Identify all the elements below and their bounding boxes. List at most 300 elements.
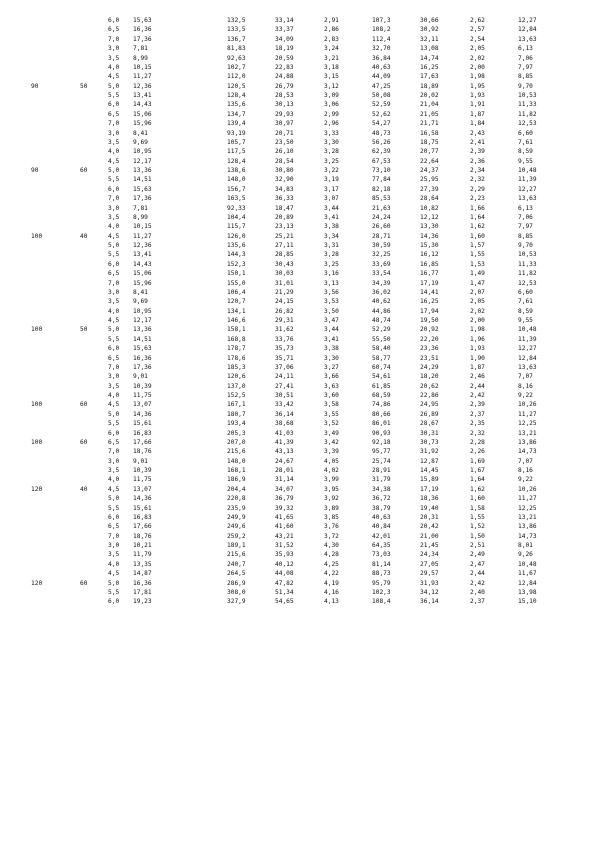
table-cell: 26,79 bbox=[275, 82, 294, 90]
table-cell: 30,43 bbox=[275, 260, 294, 268]
table-cell: 4,5 bbox=[108, 401, 120, 409]
table-cell: 6,0 bbox=[108, 260, 120, 268]
table-cell: 13,30 bbox=[420, 223, 439, 231]
table-cell: 27,11 bbox=[275, 242, 294, 249]
table-cell: 20,42 bbox=[420, 523, 439, 531]
table-cell: 24,24 bbox=[372, 213, 391, 221]
table-cell: 48,73 bbox=[372, 129, 391, 137]
table-cell: 90 bbox=[31, 167, 39, 174]
table-row bbox=[0, 25, 595, 34]
table-cell: 2,57 bbox=[470, 26, 485, 34]
table-cell: 60 bbox=[80, 167, 88, 174]
table-cell: 3,52 bbox=[324, 420, 339, 428]
table-cell: 17,36 bbox=[133, 35, 152, 43]
table-cell: 10,48 bbox=[518, 326, 537, 334]
table-cell: 7,07 bbox=[518, 457, 533, 465]
table-cell: 12,36 bbox=[133, 242, 152, 249]
table-cell: 3,0 bbox=[108, 129, 120, 137]
table-cell: 30,97 bbox=[275, 120, 294, 128]
table-cell: 6,5 bbox=[108, 438, 120, 446]
table-cell: 13,41 bbox=[133, 251, 152, 259]
table-row bbox=[0, 204, 595, 213]
table-cell: 100 bbox=[31, 326, 43, 334]
table-cell: 9,22 bbox=[518, 392, 533, 399]
table-cell: 16,58 bbox=[420, 129, 439, 137]
table-row bbox=[0, 91, 595, 100]
table-cell: 3,99 bbox=[324, 476, 339, 484]
table-cell: 2,05 bbox=[470, 298, 485, 306]
table-row bbox=[0, 16, 595, 25]
table-cell: 1,67 bbox=[470, 467, 485, 474]
table-cell: 2,02 bbox=[470, 307, 485, 315]
table-cell: 102,3 bbox=[372, 588, 391, 596]
table-row bbox=[0, 269, 595, 278]
table-cell: 7,61 bbox=[518, 298, 533, 306]
table-cell: 16,12 bbox=[420, 251, 439, 259]
table-cell: 3,66 bbox=[324, 373, 339, 381]
table-row bbox=[0, 485, 595, 494]
table-cell: 24,67 bbox=[275, 457, 294, 465]
table-row bbox=[0, 569, 595, 578]
table-cell: 5,0 bbox=[108, 410, 120, 418]
table-cell: 24,95 bbox=[420, 401, 439, 409]
table-cell: 12,27 bbox=[518, 17, 537, 24]
table-cell: 8,41 bbox=[133, 288, 148, 296]
table-cell: 4,0 bbox=[108, 307, 120, 315]
table-cell: 14,74 bbox=[420, 54, 439, 62]
table-cell: 2,99 bbox=[324, 110, 339, 118]
table-cell: 120 bbox=[31, 579, 43, 587]
table-cell: 21,29 bbox=[275, 288, 294, 296]
table-cell: 3,92 bbox=[324, 495, 339, 503]
table-row bbox=[0, 307, 595, 316]
table-cell: 6,0 bbox=[108, 513, 120, 521]
table-cell: 17,36 bbox=[133, 195, 152, 203]
table-cell: 36,33 bbox=[275, 195, 294, 203]
table-cell: 3,25 bbox=[324, 260, 339, 268]
table-cell: 16,25 bbox=[420, 298, 439, 306]
table-cell: 2,41 bbox=[470, 138, 485, 146]
table-cell: 2,23 bbox=[470, 195, 485, 203]
table-cell: 3,22 bbox=[324, 167, 339, 174]
table-row bbox=[0, 532, 595, 541]
table-cell: 30,59 bbox=[372, 242, 391, 249]
table-cell: 11,33 bbox=[518, 260, 537, 268]
table-cell: 1,84 bbox=[470, 120, 485, 128]
table-cell: 235,9 bbox=[227, 504, 246, 512]
table-cell: 16,85 bbox=[420, 260, 439, 268]
table-cell: 1,87 bbox=[470, 363, 485, 371]
table-cell: 2,00 bbox=[470, 317, 485, 324]
table-cell: 36,72 bbox=[372, 495, 391, 503]
table-cell: 5,5 bbox=[108, 176, 120, 184]
table-cell: 10,48 bbox=[518, 167, 537, 174]
table-cell: 6,0 bbox=[108, 101, 120, 109]
table-cell: 22,86 bbox=[420, 392, 439, 399]
table-cell: 8,59 bbox=[518, 307, 533, 315]
table-cell: 5,0 bbox=[108, 167, 120, 174]
table-cell: 8,99 bbox=[133, 54, 148, 62]
table-cell: 20,31 bbox=[420, 513, 439, 521]
table-row bbox=[0, 185, 595, 194]
table-cell: 20,62 bbox=[420, 382, 439, 390]
table-cell: 3,55 bbox=[324, 410, 339, 418]
table-cell: 5,0 bbox=[108, 82, 120, 90]
table-row bbox=[0, 166, 595, 175]
table-cell: 2,49 bbox=[470, 551, 485, 559]
table-cell: 10,21 bbox=[133, 542, 152, 549]
table-cell: 32,25 bbox=[372, 251, 391, 259]
table-cell: 9,55 bbox=[518, 317, 533, 324]
table-cell: 137,0 bbox=[227, 382, 246, 390]
table-cell: 4,19 bbox=[324, 579, 339, 587]
table-cell: 1,64 bbox=[470, 213, 485, 221]
table-cell: 1,60 bbox=[470, 495, 485, 503]
table-cell: 152,3 bbox=[227, 260, 246, 268]
table-cell: 52,62 bbox=[372, 110, 391, 118]
table-cell: 36,02 bbox=[372, 288, 391, 296]
table-cell: 33,69 bbox=[372, 260, 391, 268]
table-row bbox=[0, 260, 595, 269]
table-cell: 15,10 bbox=[518, 598, 537, 606]
table-cell: 33,37 bbox=[275, 26, 294, 34]
table-row bbox=[0, 419, 595, 428]
table-cell: 27,41 bbox=[275, 382, 294, 390]
table-cell: 10,26 bbox=[518, 485, 537, 493]
table-cell: 2,42 bbox=[470, 392, 485, 399]
table-cell: 3,21 bbox=[324, 54, 339, 62]
table-cell: 108,2 bbox=[372, 26, 391, 34]
table-cell: 7,0 bbox=[108, 448, 120, 456]
table-cell: 31,01 bbox=[275, 279, 294, 287]
table-cell: 14,36 bbox=[133, 495, 152, 503]
table-cell: 18,75 bbox=[420, 138, 439, 146]
table-cell: 3,44 bbox=[324, 204, 339, 212]
table-cell: 11,67 bbox=[518, 570, 537, 578]
table-row bbox=[0, 279, 595, 288]
table-cell: 5,0 bbox=[108, 579, 120, 587]
table-cell: 286,9 bbox=[227, 579, 246, 587]
table-cell: 50 bbox=[80, 82, 88, 90]
table-cell: 1,90 bbox=[470, 354, 485, 362]
table-row bbox=[0, 250, 595, 259]
table-cell: 1,47 bbox=[470, 279, 485, 287]
table-cell: 14,51 bbox=[133, 176, 152, 184]
table-cell: 14,51 bbox=[133, 335, 152, 343]
table-cell: 44,09 bbox=[372, 73, 391, 81]
table-cell: 24,34 bbox=[420, 551, 439, 559]
table-cell: 40,62 bbox=[372, 298, 391, 306]
table-cell: 6,0 bbox=[108, 185, 120, 193]
table-cell: 35,93 bbox=[275, 551, 294, 559]
table-cell: 3,63 bbox=[324, 382, 339, 390]
table-cell: 205,3 bbox=[227, 429, 246, 437]
table-cell: 28,64 bbox=[420, 195, 439, 203]
table-cell: 31,92 bbox=[420, 448, 439, 456]
table-cell: 9,55 bbox=[518, 157, 533, 165]
table-cell: 259,2 bbox=[227, 532, 246, 540]
table-cell: 34,83 bbox=[275, 185, 294, 193]
table-cell: 60 bbox=[80, 401, 88, 409]
table-cell: 6,5 bbox=[108, 110, 120, 118]
table-cell: 5,5 bbox=[108, 588, 120, 596]
table-cell: 4,0 bbox=[108, 223, 120, 231]
table-cell: 31,14 bbox=[275, 476, 294, 484]
table-cell: 3,85 bbox=[324, 513, 339, 521]
table-cell: 52,59 bbox=[372, 101, 391, 109]
table-cell: 7,06 bbox=[518, 213, 533, 221]
table-cell: 2,47 bbox=[470, 560, 485, 568]
table-cell: 156,7 bbox=[227, 185, 246, 193]
table-cell: 25,21 bbox=[275, 232, 294, 240]
table-cell: 168,1 bbox=[227, 467, 246, 474]
table-cell: 31,93 bbox=[420, 579, 439, 587]
table-cell: 24,88 bbox=[275, 73, 294, 81]
table-cell: 42,01 bbox=[372, 532, 391, 540]
table-cell: 62,39 bbox=[372, 148, 391, 156]
table-cell: 88,73 bbox=[372, 570, 391, 578]
table-cell: 33,76 bbox=[275, 335, 294, 343]
table-cell: 1,87 bbox=[470, 110, 485, 118]
table-row bbox=[0, 438, 595, 447]
table-cell: 14,87 bbox=[133, 570, 152, 578]
table-cell: 47,25 bbox=[372, 82, 391, 90]
table-cell: 13,07 bbox=[133, 401, 152, 409]
table-cell: 17,63 bbox=[420, 73, 439, 81]
table-cell: 36,14 bbox=[275, 410, 294, 418]
table-cell: 215,6 bbox=[227, 448, 246, 456]
table-cell: 12,27 bbox=[518, 185, 537, 193]
table-cell: 3,47 bbox=[324, 317, 339, 324]
table-row bbox=[0, 175, 595, 184]
table-cell: 13,63 bbox=[518, 363, 537, 371]
table-row bbox=[0, 72, 595, 81]
table-cell: 10,39 bbox=[133, 467, 152, 474]
table-cell: 8,59 bbox=[518, 148, 533, 156]
table-cell: 3,0 bbox=[108, 542, 120, 549]
table-cell: 17,94 bbox=[420, 307, 439, 315]
table-cell: 11,75 bbox=[133, 476, 152, 484]
table-cell: 28,53 bbox=[275, 92, 294, 99]
table-cell: 1,69 bbox=[470, 457, 485, 465]
table-cell: 4,0 bbox=[108, 148, 120, 156]
table-cell: 5,5 bbox=[108, 92, 120, 99]
table-cell: 3,13 bbox=[324, 279, 339, 287]
table-cell: 207,0 bbox=[227, 438, 246, 446]
table-cell: 3,41 bbox=[324, 213, 339, 221]
table-cell: 41,39 bbox=[275, 438, 294, 446]
table-cell: 3,0 bbox=[108, 204, 120, 212]
table-cell: 12,17 bbox=[133, 157, 152, 165]
table-cell: 81,14 bbox=[372, 560, 391, 568]
table-cell: 13,41 bbox=[133, 92, 152, 99]
table-cell: 3,31 bbox=[324, 242, 339, 249]
table-cell: 28,67 bbox=[420, 420, 439, 428]
table-cell: 10,53 bbox=[518, 251, 537, 259]
table-cell: 40,63 bbox=[372, 63, 391, 71]
table-cell: 15,61 bbox=[133, 420, 152, 428]
table-cell: 7,06 bbox=[518, 54, 533, 62]
table-cell: 32,70 bbox=[372, 45, 391, 53]
table-cell: 1,53 bbox=[470, 260, 485, 268]
table-cell: 39,32 bbox=[275, 504, 294, 512]
table-cell: 7,0 bbox=[108, 120, 120, 128]
table-cell: 117,5 bbox=[227, 148, 246, 156]
table-row bbox=[0, 579, 595, 588]
table-cell: 112,0 bbox=[227, 73, 246, 81]
table-row bbox=[0, 513, 595, 522]
table-cell: 92,63 bbox=[227, 54, 246, 62]
table-cell: 136,7 bbox=[227, 35, 246, 43]
table-cell: 22,83 bbox=[275, 63, 294, 71]
table-cell: 2,29 bbox=[470, 185, 485, 193]
table-cell: 8,85 bbox=[518, 73, 533, 81]
table-cell: 1,52 bbox=[470, 523, 485, 531]
table-cell: 51,34 bbox=[275, 588, 294, 596]
table-row bbox=[0, 363, 595, 372]
table-cell: 8,85 bbox=[518, 232, 533, 240]
table-cell: 28,91 bbox=[372, 467, 391, 474]
table-cell: 4,30 bbox=[324, 542, 339, 549]
table-cell: 27,39 bbox=[420, 185, 439, 193]
table-cell: 3,18 bbox=[324, 63, 339, 71]
table-row bbox=[0, 241, 595, 250]
table-cell: 6,60 bbox=[518, 288, 533, 296]
table-row bbox=[0, 110, 595, 119]
table-cell: 13,08 bbox=[420, 45, 439, 53]
table-cell: 7,61 bbox=[518, 138, 533, 146]
table-cell: 100 bbox=[31, 232, 43, 240]
table-cell: 8,16 bbox=[518, 467, 533, 474]
table-cell: 3,5 bbox=[108, 551, 120, 559]
table-cell: 3,0 bbox=[108, 373, 120, 381]
table-cell: 11,27 bbox=[133, 73, 152, 81]
table-cell: 11,82 bbox=[518, 110, 537, 118]
table-cell: 3,15 bbox=[324, 73, 339, 81]
table-cell: 4,02 bbox=[324, 467, 339, 474]
table-cell: 3,28 bbox=[324, 251, 339, 259]
table-cell: 150,1 bbox=[227, 270, 246, 278]
table-cell: 85,53 bbox=[372, 195, 391, 203]
table-cell: 95,77 bbox=[372, 448, 391, 456]
table-cell: 240,7 bbox=[227, 560, 246, 568]
table-cell: 9,69 bbox=[133, 138, 148, 146]
table-cell: 4,5 bbox=[108, 485, 120, 493]
table-cell: 15,89 bbox=[420, 476, 439, 484]
table-cell: 2,40 bbox=[470, 588, 485, 596]
table-cell: 32,11 bbox=[420, 35, 439, 43]
table-cell: 2,96 bbox=[324, 120, 339, 128]
table-cell: 41,60 bbox=[275, 523, 294, 531]
table-cell: 146,6 bbox=[227, 317, 246, 324]
table-cell: 18,47 bbox=[275, 204, 294, 212]
table-cell: 2,39 bbox=[470, 148, 485, 156]
table-cell: 327,9 bbox=[227, 598, 246, 606]
table-cell: 15,63 bbox=[133, 185, 152, 193]
table-cell: 4,0 bbox=[108, 63, 120, 71]
table-cell: 19,50 bbox=[420, 317, 439, 324]
table-cell: 3,76 bbox=[324, 523, 339, 531]
table-cell: 5,5 bbox=[108, 335, 120, 343]
table-cell: 8,41 bbox=[133, 129, 148, 137]
table-cell: 43,21 bbox=[275, 532, 294, 540]
table-cell: 9,01 bbox=[133, 373, 148, 381]
table-cell: 2,07 bbox=[470, 288, 485, 296]
table-cell: 17,19 bbox=[420, 279, 439, 287]
table-cell: 14,73 bbox=[518, 532, 537, 540]
table-cell: 2,37 bbox=[470, 410, 485, 418]
table-cell: 13,63 bbox=[518, 35, 537, 43]
table-cell: 2,36 bbox=[470, 157, 485, 165]
table-cell: 14,43 bbox=[133, 260, 152, 268]
table-cell: 10,15 bbox=[133, 63, 152, 71]
table-cell: 3,0 bbox=[108, 45, 120, 53]
table-cell: 10,95 bbox=[133, 148, 152, 156]
table-cell: 3,53 bbox=[324, 298, 339, 306]
table-cell: 33,42 bbox=[275, 401, 294, 409]
table-cell: 1,55 bbox=[470, 251, 485, 259]
table-cell: 7,97 bbox=[518, 63, 533, 71]
table-cell: 1,62 bbox=[470, 223, 485, 231]
table-cell: 68,59 bbox=[372, 392, 391, 399]
table-cell: 3,5 bbox=[108, 298, 120, 306]
table-cell: 3,07 bbox=[324, 195, 339, 203]
table-cell: 133,5 bbox=[227, 26, 246, 34]
table-cell: 35,73 bbox=[275, 345, 294, 353]
table-cell: 67,53 bbox=[372, 157, 391, 165]
table-cell: 34,09 bbox=[275, 35, 294, 43]
table-cell: 74,86 bbox=[372, 401, 391, 409]
table-cell: 15,96 bbox=[133, 120, 152, 128]
table-row bbox=[0, 232, 595, 241]
table-row bbox=[0, 297, 595, 306]
table-cell: 7,0 bbox=[108, 279, 120, 287]
table-cell: 17,19 bbox=[420, 485, 439, 493]
table-cell: 189,1 bbox=[227, 542, 246, 549]
table-cell: 2,32 bbox=[470, 176, 485, 184]
table-cell: 3,30 bbox=[324, 138, 339, 146]
table-cell: 167,1 bbox=[227, 401, 246, 409]
table-cell: 2,46 bbox=[470, 373, 485, 381]
table-cell: 28,85 bbox=[275, 251, 294, 259]
table-cell: 1,57 bbox=[470, 242, 485, 249]
table-cell: 6,13 bbox=[518, 204, 533, 212]
table-cell: 4,22 bbox=[324, 570, 339, 578]
table-cell: 6,0 bbox=[108, 598, 120, 606]
table-cell: 1,96 bbox=[470, 335, 485, 343]
table-row bbox=[0, 335, 595, 344]
table-cell: 33,54 bbox=[372, 270, 391, 278]
table-cell: 102,7 bbox=[227, 63, 246, 71]
table-cell: 185,3 bbox=[227, 363, 246, 371]
table-row bbox=[0, 597, 595, 606]
table-cell: 20,02 bbox=[420, 92, 439, 99]
table-cell: 19,23 bbox=[133, 598, 152, 606]
table-cell: 2,32 bbox=[470, 429, 485, 437]
table-cell: 215,6 bbox=[227, 551, 246, 559]
table-cell: 12,36 bbox=[133, 82, 152, 90]
table-cell: 40 bbox=[80, 232, 88, 240]
table-cell: 1,95 bbox=[470, 82, 485, 90]
table-cell: 144,3 bbox=[227, 251, 246, 259]
table-cell: 2,44 bbox=[470, 382, 485, 390]
table-cell: 9,69 bbox=[133, 298, 148, 306]
table-cell: 95,79 bbox=[372, 579, 391, 587]
table-cell: 28,71 bbox=[372, 232, 391, 240]
table-cell: 92,33 bbox=[227, 204, 246, 212]
table-cell: 17,81 bbox=[133, 588, 152, 596]
table-cell: 26,82 bbox=[275, 307, 294, 315]
